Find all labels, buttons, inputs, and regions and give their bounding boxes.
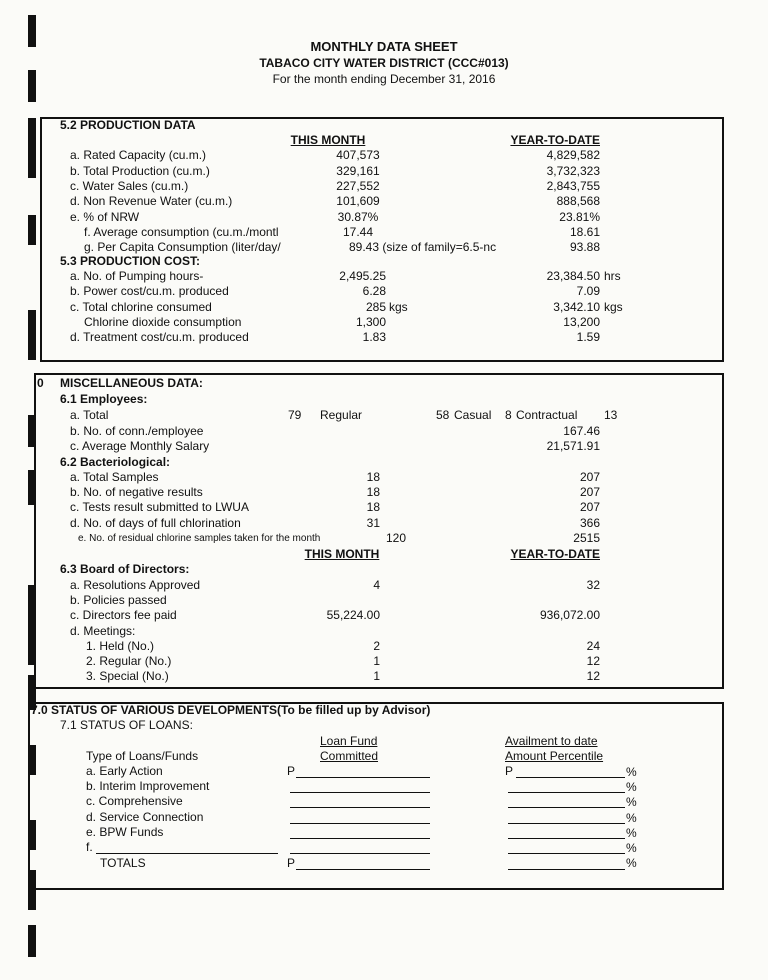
employees-total-label: a. Total bbox=[70, 408, 109, 422]
bacteriological-row-month: 18 bbox=[366, 470, 380, 484]
loan-availment-field[interactable] bbox=[508, 853, 625, 854]
board-row-label: c. Directors fee paid bbox=[70, 608, 177, 622]
cost-row-month-unit: kgs bbox=[389, 300, 408, 314]
status-heading: 7.0 STATUS OF VARIOUS DEVELOPMENTS(To be filled up by Advisor) bbox=[31, 703, 431, 717]
col-amount-percentile: Amount Percentile bbox=[505, 749, 604, 763]
production-row-month: 30.87% bbox=[337, 210, 379, 224]
board-row-month: 2 bbox=[373, 639, 380, 653]
board-row-ytd: 24 bbox=[586, 639, 600, 653]
production-heading: 5.2 PRODUCTION DATA bbox=[60, 118, 196, 132]
employees-total-value: 79 bbox=[288, 408, 302, 422]
bacteriological-row-month: 18 bbox=[366, 485, 380, 499]
totals-availment-field[interactable] bbox=[508, 869, 625, 870]
misc-number: 0 bbox=[37, 376, 44, 390]
production-row-ytd: 93.88 bbox=[569, 240, 600, 254]
loan-availment-field[interactable] bbox=[508, 792, 625, 793]
board-row-label: 3. Special (No.) bbox=[86, 669, 169, 683]
loan-row-label: b. Interim Improvement bbox=[86, 779, 210, 793]
cost-row-ytd: 23,384.50 bbox=[546, 269, 600, 283]
cost-row-label: b. Power cost/cu.m. produced bbox=[70, 284, 229, 298]
cost-row-unit: hrs bbox=[604, 269, 621, 283]
employees-contractual-label: Contractual bbox=[516, 408, 578, 422]
bacteriological-row-label: a. Total Samples bbox=[70, 470, 159, 484]
employees-casual-value: 8 bbox=[505, 408, 512, 422]
loan-row-currency-availment: P bbox=[505, 764, 514, 778]
employees-regular-value: 58 bbox=[436, 408, 450, 422]
scan-mark bbox=[28, 925, 36, 957]
loan-availment-field[interactable] bbox=[508, 838, 625, 839]
bacteriological-row-label: b. No. of negative results bbox=[70, 485, 203, 499]
production-row-ytd: 18.61 bbox=[569, 225, 600, 239]
cost-heading: 5.3 PRODUCTION COST: bbox=[60, 254, 201, 268]
production-row-ytd: 888,568 bbox=[556, 194, 600, 208]
board-row-ytd: 32 bbox=[586, 578, 600, 592]
bacteriological-row-ytd: 207 bbox=[579, 500, 600, 514]
board-row-label: 2. Regular (No.) bbox=[86, 654, 172, 668]
board-row-label: 1. Held (No.) bbox=[86, 639, 155, 653]
board-row-ytd: 936,072.00 bbox=[539, 608, 600, 622]
col-this-month: THIS MONTH bbox=[290, 133, 366, 147]
loan-row-percent: % bbox=[626, 841, 637, 855]
loan-row-percent: % bbox=[626, 811, 637, 825]
bacteriological-row-ytd: 366 bbox=[579, 516, 600, 530]
loan-availment-field[interactable] bbox=[508, 823, 625, 824]
loan-committed-field[interactable] bbox=[290, 853, 430, 854]
production-row-month: 17.44 bbox=[342, 225, 374, 239]
production-row-label: b. Total Production (cu.m.) bbox=[70, 164, 210, 178]
totals-label: TOTALS bbox=[100, 856, 146, 870]
loan-row-percent: % bbox=[626, 765, 637, 779]
cost-row-month: 6.28 bbox=[362, 284, 386, 298]
bacteriological-row-label: d. No. of days of full chlorination bbox=[70, 516, 241, 530]
loan-row-label: a. Early Action bbox=[86, 764, 163, 778]
cost-row-ytd: 13,200 bbox=[563, 315, 600, 329]
production-row-ytd: 2,843,755 bbox=[546, 179, 600, 193]
cost-row-label: a. No. of Pumping hours- bbox=[70, 269, 204, 283]
board-row-month: 1 bbox=[373, 654, 380, 668]
district-name: TABACO CITY WATER DISTRICT (CCC#013) bbox=[259, 56, 509, 70]
bacteriological-row-month: 31 bbox=[366, 516, 380, 530]
residual-chlorine-ytd: 2515 bbox=[573, 531, 600, 545]
avg-salary-value: 21,571.91 bbox=[546, 439, 600, 453]
col-availment: Availment to date bbox=[505, 734, 598, 748]
bacteriological-row-ytd: 207 bbox=[579, 470, 600, 484]
employees-casual-label: Casual bbox=[454, 408, 492, 422]
loan-committed-field[interactable] bbox=[290, 838, 430, 839]
loan-committed-field[interactable] bbox=[290, 792, 430, 793]
totals-committed-field[interactable] bbox=[296, 869, 430, 870]
production-row-label: a. Rated Capacity (cu.m.) bbox=[70, 148, 207, 162]
residual-chlorine-label: e. No. of residual chlorine samples taken for the month bbox=[78, 533, 321, 544]
loan-row-percent: % bbox=[626, 826, 637, 840]
cost-row-month: 2,495.25 bbox=[339, 269, 386, 283]
loan-row-label: d. Service Connection bbox=[86, 810, 204, 824]
production-row-month: 227,552 bbox=[336, 179, 380, 193]
employees-regular-label: Regular bbox=[320, 408, 363, 422]
conn-per-employee-label: b. No. of conn./employee bbox=[70, 424, 204, 438]
loan-row-percent: % bbox=[626, 780, 637, 794]
production-row-label: c. Water Sales (cu.m.) bbox=[70, 179, 189, 193]
board-row-month: 1 bbox=[373, 669, 380, 683]
cost-row-unit: kgs bbox=[604, 300, 623, 314]
cost-row-ytd: 3,342.10 bbox=[553, 300, 600, 314]
sheet-title: MONTHLY DATA SHEET bbox=[310, 39, 458, 54]
cost-row-label: d. Treatment cost/cu.m. produced bbox=[70, 330, 249, 344]
cost-row-ytd: 7.09 bbox=[576, 284, 600, 298]
scan-mark bbox=[28, 118, 36, 178]
production-row-month: 89.43 (size of family=6.5-nc bbox=[349, 240, 497, 254]
production-row-month: 101,609 bbox=[336, 194, 380, 208]
production-row-month: 407,573 bbox=[336, 148, 380, 162]
cost-row-label: c. Total chlorine consumed bbox=[70, 300, 212, 314]
loan-row-label: e. BPW Funds bbox=[86, 825, 164, 839]
loan-row-currency: P bbox=[287, 764, 296, 778]
loan-availment-field[interactable] bbox=[508, 807, 625, 808]
board-row-month: 4 bbox=[373, 578, 380, 592]
production-row-ytd: 23.81% bbox=[559, 210, 600, 224]
col-committed: Committed bbox=[320, 749, 379, 763]
scan-mark bbox=[28, 215, 36, 245]
misc-heading: MISCELLANEOUS DATA: bbox=[60, 376, 203, 390]
production-row-label: d. Non Revenue Water (cu.m.) bbox=[70, 194, 233, 208]
type-of-loans-label: Type of Loans/Funds bbox=[86, 749, 199, 763]
col-this-month-2: THIS MONTH bbox=[304, 547, 380, 561]
residual-chlorine-month: 120 bbox=[386, 531, 407, 545]
loan-availment-field[interactable] bbox=[516, 777, 625, 778]
totals-percent: % bbox=[626, 856, 637, 870]
board-heading: 6.3 Board of Directors: bbox=[60, 562, 190, 576]
board-row-ytd: 12 bbox=[586, 654, 600, 668]
bacteriological-row-label: c. Tests result submitted to LWUA bbox=[70, 500, 249, 514]
bacteriological-row-ytd: 207 bbox=[579, 485, 600, 499]
loan-row-percent: % bbox=[626, 795, 637, 809]
conn-per-employee-value: 167.46 bbox=[563, 424, 600, 438]
production-row-ytd: 3,732,323 bbox=[546, 164, 600, 178]
cost-row-month: 1,300 bbox=[355, 315, 386, 329]
bacteriological-heading: 6.2 Bacteriological: bbox=[60, 455, 171, 469]
board-row-ytd: 12 bbox=[586, 669, 600, 683]
loan-committed-field[interactable] bbox=[290, 823, 430, 824]
board-row-label: d. Meetings: bbox=[70, 624, 136, 638]
totals-currency: P bbox=[287, 856, 296, 870]
cost-row-month: 1.83 bbox=[362, 330, 386, 344]
production-row-label: f. Average consumption (cu.m./montl bbox=[84, 225, 279, 239]
col-year-to-date-2: YEAR-TO-DATE bbox=[510, 547, 600, 561]
col-year-to-date: YEAR-TO-DATE bbox=[510, 133, 600, 147]
avg-salary-label: c. Average Monthly Salary bbox=[70, 439, 210, 453]
loan-row-label: c. Comprehensive bbox=[86, 794, 183, 808]
board-row-month: 55,224.00 bbox=[326, 608, 380, 622]
reporting-period: For the month ending December 31, 2016 bbox=[272, 72, 496, 86]
employees-contractual-value: 13 bbox=[604, 408, 618, 422]
cost-row-ytd: 1.59 bbox=[576, 330, 600, 344]
board-row-label: a. Resolutions Approved bbox=[70, 578, 201, 592]
board-row-label: b. Policies passed bbox=[70, 593, 167, 607]
production-row-ytd: 4,829,582 bbox=[546, 148, 600, 162]
cost-row-label: Chlorine dioxide consumption bbox=[84, 315, 242, 329]
col-loan-fund: Loan Fund bbox=[320, 734, 378, 748]
cost-row-month: 285 bbox=[365, 300, 386, 314]
loans-heading: 7.1 STATUS OF LOANS: bbox=[60, 718, 193, 732]
loan-row-label: f. bbox=[86, 840, 93, 854]
employees-heading: 6.1 Employees: bbox=[60, 392, 148, 406]
scan-mark bbox=[28, 310, 36, 360]
production-row-label: g. Per Capita Consumption (liter/day/ bbox=[84, 240, 281, 254]
loan-committed-field[interactable] bbox=[296, 777, 430, 778]
loan-other-name-field[interactable] bbox=[96, 853, 278, 854]
loan-committed-field[interactable] bbox=[290, 807, 430, 808]
production-row-label: e. % of NRW bbox=[70, 210, 140, 224]
production-row-month: 329,161 bbox=[336, 164, 380, 178]
bacteriological-row-month: 18 bbox=[366, 500, 380, 514]
